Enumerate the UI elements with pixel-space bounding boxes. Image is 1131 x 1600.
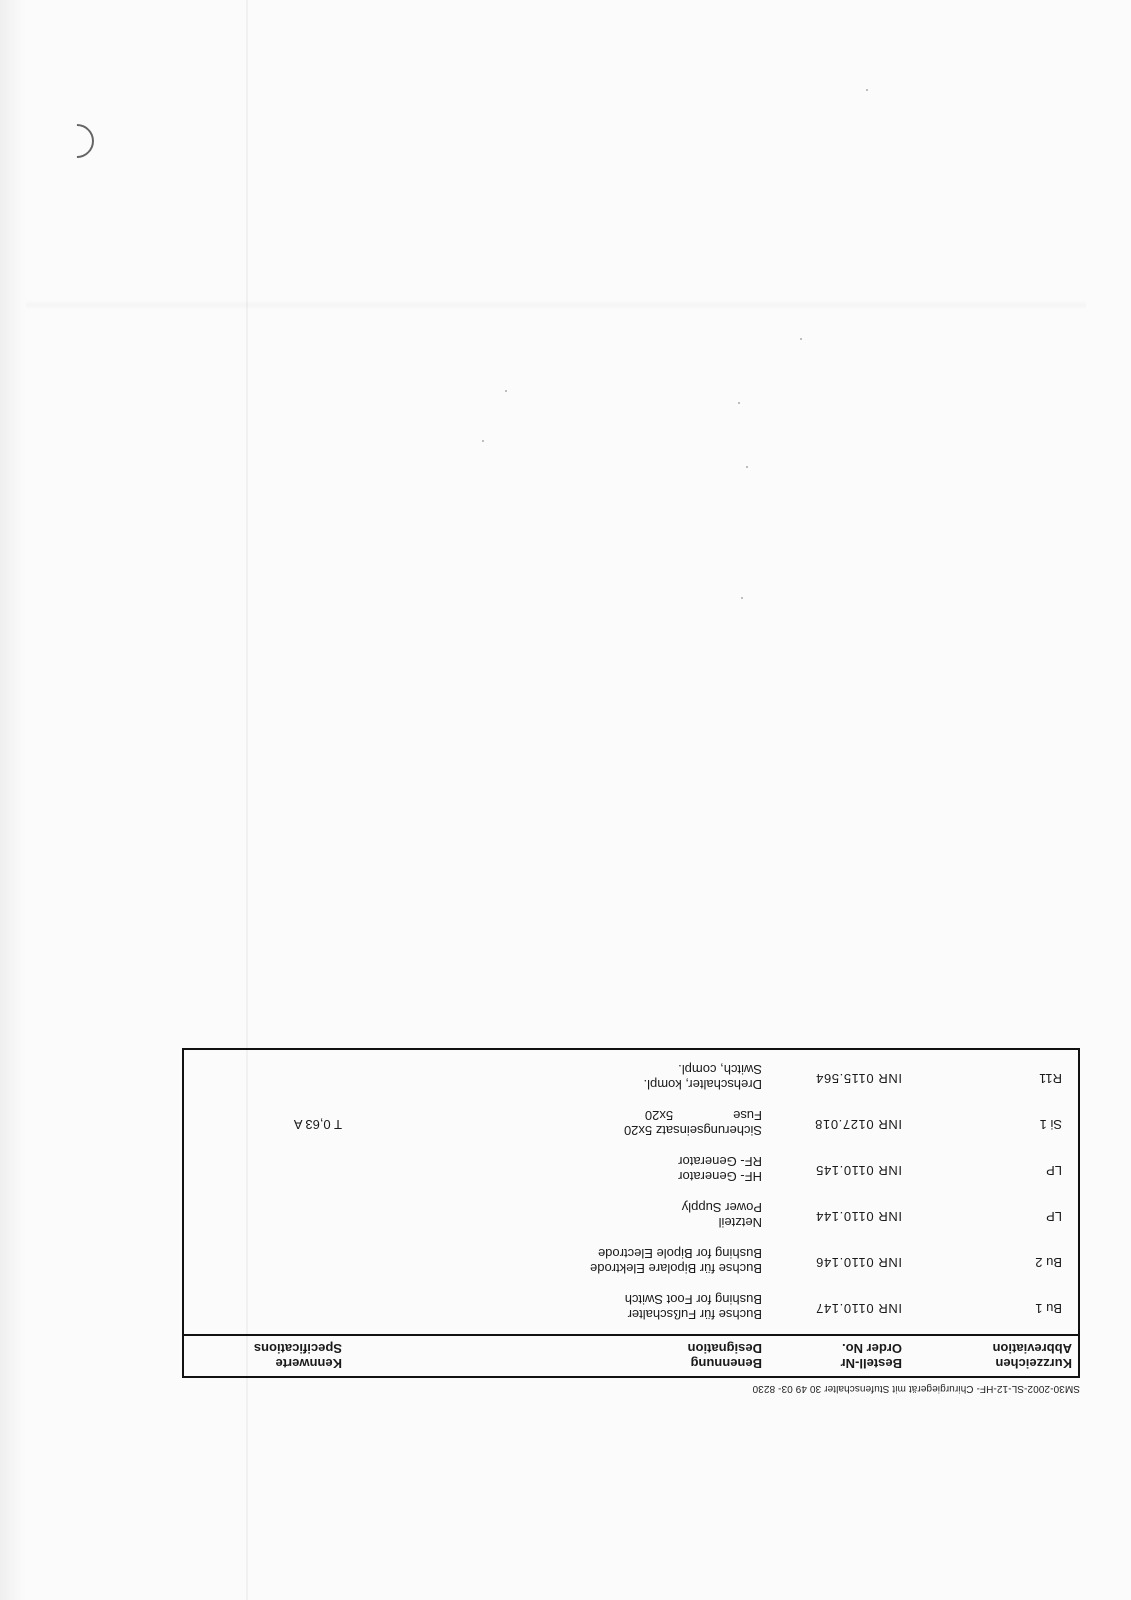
designation-de: Drehschalter, kompl.	[643, 1077, 762, 1092]
row-abbreviation: Bu 2	[1035, 1255, 1062, 1270]
row-designation	[624, 1108, 762, 1138]
parts-table	[182, 1048, 1080, 1378]
header-spec-de: Kennwerte	[275, 1356, 342, 1371]
header-abbreviation	[993, 1341, 1072, 1371]
row-abbreviation: Si 1	[1039, 1117, 1062, 1132]
table-row	[184, 1050, 1078, 1096]
row-designation	[682, 1200, 762, 1230]
dust-speck	[741, 597, 743, 599]
table-row	[184, 1142, 1078, 1188]
document-reference: SM30-2002-SL-12-HF- Chirurgiegerät mit Stufenschalter 30 49 03- 8230	[752, 1383, 1080, 1394]
row-designation	[625, 1292, 762, 1322]
row-order-no: INR 0110.144	[815, 1209, 902, 1224]
dust-speck	[866, 89, 868, 91]
dust-speck	[800, 338, 802, 340]
designation-de: HF- Generator	[678, 1169, 762, 1184]
designation-en-size: 5x20	[644, 1108, 674, 1123]
header-abbreviation-en: Abbreviation	[992, 1341, 1072, 1356]
row-specification: T 0,63 A	[293, 1117, 342, 1132]
table-header	[184, 1334, 1078, 1376]
row-abbreviation: R11	[1039, 1071, 1062, 1086]
designation-en: RF- Generator	[678, 1154, 762, 1169]
header-spec-en: Specifications	[253, 1341, 342, 1356]
header-specifications	[254, 1341, 342, 1371]
header-designation-en: Designation	[687, 1341, 762, 1356]
designation-en	[624, 1108, 762, 1123]
header-order-no	[841, 1341, 902, 1371]
header-abbreviation-de: Kurzzeichen	[995, 1356, 1072, 1371]
scan-left-edge	[0, 0, 26, 1600]
designation-en: Bushing for Foot Switch	[624, 1292, 762, 1307]
punch-hole-mark	[53, 117, 101, 165]
row-order-no: INR 0110.147	[815, 1301, 902, 1316]
designation-de: Buchse für Bipolare Elektrode	[590, 1261, 762, 1276]
designation-en: Bushing for Bipole Electrode	[597, 1246, 762, 1261]
designation-de: Netzteil	[718, 1215, 762, 1230]
row-designation	[644, 1062, 763, 1092]
designation-de: Buchse für Fußschalter	[627, 1307, 762, 1322]
dust-speck	[738, 402, 740, 404]
dust-speck	[482, 440, 484, 442]
table-row	[184, 1280, 1078, 1326]
designation-de: Sicherungseinsatz 5x20	[623, 1123, 762, 1138]
row-order-no: INR 0110.145	[815, 1163, 902, 1178]
table-row	[184, 1234, 1078, 1280]
row-order-no: INR 0127.018	[814, 1117, 902, 1132]
row-abbreviation: LP	[1046, 1163, 1062, 1178]
row-abbreviation: Bu 1	[1035, 1301, 1062, 1316]
dust-speck	[746, 466, 748, 468]
row-abbreviation: LP	[1046, 1209, 1062, 1224]
row-designation	[678, 1154, 762, 1184]
header-order-de: Bestell-Nr	[840, 1356, 902, 1371]
row-order-no: INR 0110.146	[815, 1255, 902, 1270]
header-order-en: Order No.	[842, 1341, 902, 1356]
row-order-no: INR 0115.564	[815, 1071, 902, 1086]
header-designation-de: Benennung	[690, 1356, 762, 1371]
row-designation	[590, 1246, 762, 1276]
dust-speck	[505, 390, 507, 392]
designation-en: Switch, compl.	[678, 1062, 762, 1077]
designation-en: Power Supply	[681, 1200, 762, 1215]
upside-down-content	[180, 1050, 1080, 1394]
designation-en-fuse: Fuse	[733, 1108, 762, 1123]
table-row	[184, 1188, 1078, 1234]
header-designation	[688, 1341, 762, 1371]
scan-streak	[26, 300, 1086, 310]
table-row	[184, 1096, 1078, 1142]
